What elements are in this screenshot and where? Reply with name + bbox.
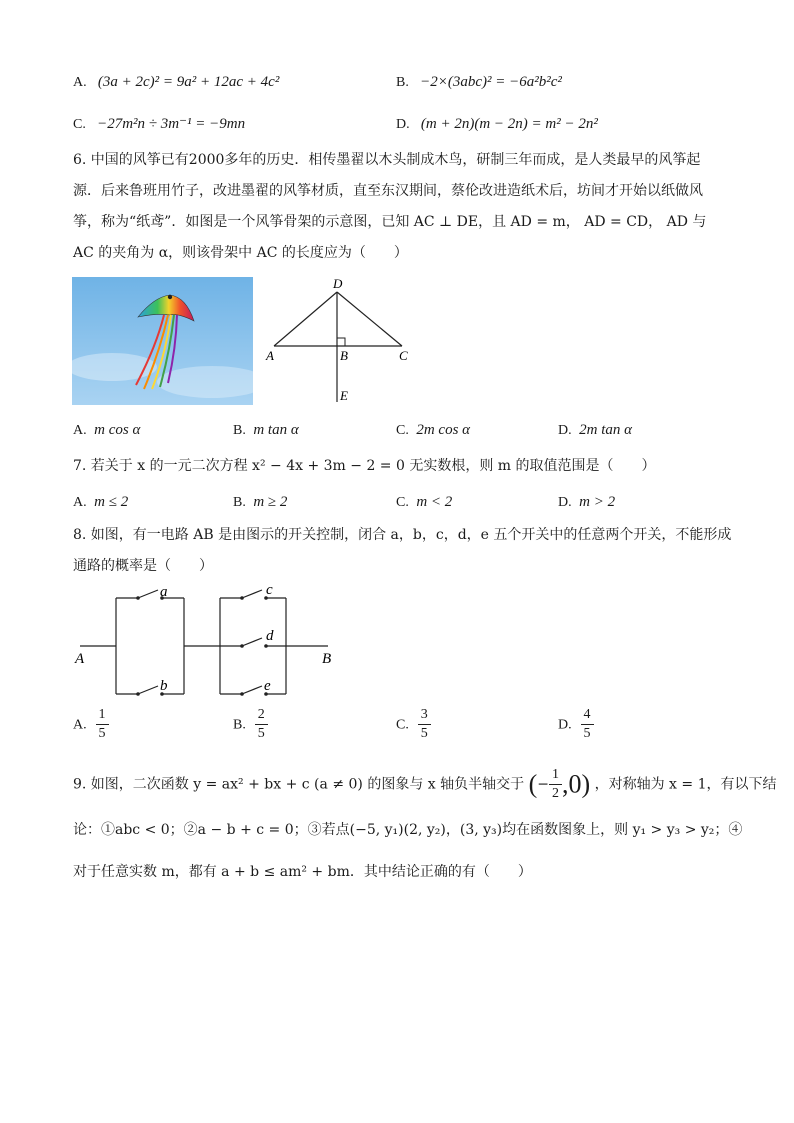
kite-photo [72,277,253,405]
q5-option-b-formula: −2×(3abc)² = −6a²b²c² [420,74,562,90]
q5-option-d-formula: (m + 2n)(m − 2n) = m² − 2n² [420,116,598,132]
switch-d-label: d [266,628,274,644]
q6-line-2: 源．后来鲁班用竹子，改进墨翟的风筝材质，直至东汉期间，蔡伦改进造纸术后，坊间才开始以纸做风 [73,183,703,199]
q8-option-a: A. $\frac{1}{5}$ [73,706,109,743]
q5-option-d: D. (m + 2n)(m − 2n) = m² − 2n² [396,116,598,132]
q5-option-c: C. −27m²n ÷ 3m⁻¹ = −9mn [73,116,246,132]
q6-option-b: B. m tan α [233,422,299,438]
q5-option-b: B. −2×(3abc)² = −6a²b²c² [396,74,562,90]
q6-line-4: AC 的夹角为 α，则该骨架中 AC 的长度应为（ ） [73,245,408,261]
q5-option-a: A. (3a + 2c)² = 9a² + 12ac + 4c² [73,74,280,90]
q5-option-c-formula: −27m²n ÷ 3m⁻¹ = −9mn [97,116,246,132]
circuit-label-b-end: B [322,651,332,667]
circuit-label-a-end: A [75,651,85,667]
label-d: D [333,276,343,291]
q7-option-c: C. m < 2 [396,494,453,510]
switch-a-label: a [160,584,168,600]
label-c: C [399,348,408,363]
q7-option-b: B. m ≥ 2 [233,494,288,510]
q9-line-3: 对于任意实数 m，都有 a + b ≤ am² + bm．其中结论正确的有（ ） [73,864,532,880]
switch-b-label: b [160,678,168,694]
q8-option-b: B. $\frac{2}{5}$ [233,706,268,743]
kite-frame-figure [262,276,422,408]
q8-option-d: D. $\frac{4}{5}$ [558,706,594,743]
q7-option-d: D. m > 2 [558,494,616,510]
label-e: E [340,388,348,403]
q9-line-1: 9. 如图，二次函数 y = ax² + bx + c (a ≠ 0) 的图象与 x 轴负半轴交于 (− $\frac{1}{2}$ ,0) ，对称轴为 x = 1，有以下结 [73,767,777,801]
switch-e-label: e [264,678,271,694]
q7-stem: 7. 若关于 x 的一元二次方程 x² − 4x + 3m − 2 = 0 无实数根，则 m 的取值范围是（ ） [73,458,656,474]
q7-option-a: A. m ≤ 2 [73,494,129,510]
label-a: A [266,348,274,363]
q8-option-c: C. $\frac{3}{5}$ [396,706,431,743]
q9-line-2: 论：①abc < 0；②a − b + c = 0；③若点(−5, y₁)(2, y₂)，(3, y₃)均在函数图象上，则 y₁ > y₃ > y₂；④ [73,822,743,838]
label-b: B [340,348,348,363]
q6-option-d: D. 2m tan α [558,422,632,438]
q6-option-c: C. 2m cos α [396,422,471,438]
q6-line-3: 筝，称为“纸鸢”．如图是一个风筝骨架的示意图，已知 AC ⊥ DE，且 AD = m， AD = CD， AD 与 [73,214,707,230]
q5-option-a-formula: (3a + 2c)² = 9a² + 12ac + 4c² [97,74,280,90]
q6-option-a: A. m cos α [73,422,141,438]
q8-line-2: 通路的概率是（ ） [73,558,213,574]
q6-line-1: 6. 中国的风筝已有2000多年的历史．相传墨翟以木头制成木鸟，研制三年而成，是人类最早的风筝起 [73,152,701,168]
switch-c-label: c [266,582,273,598]
circuit-diagram [70,582,340,700]
q8-line-1: 8. 如图，有一电路 AB 是由图示的开关控制，闭合 a，b，c，d，e 五个开关中的任意两个开关，不能形成 [73,527,732,543]
